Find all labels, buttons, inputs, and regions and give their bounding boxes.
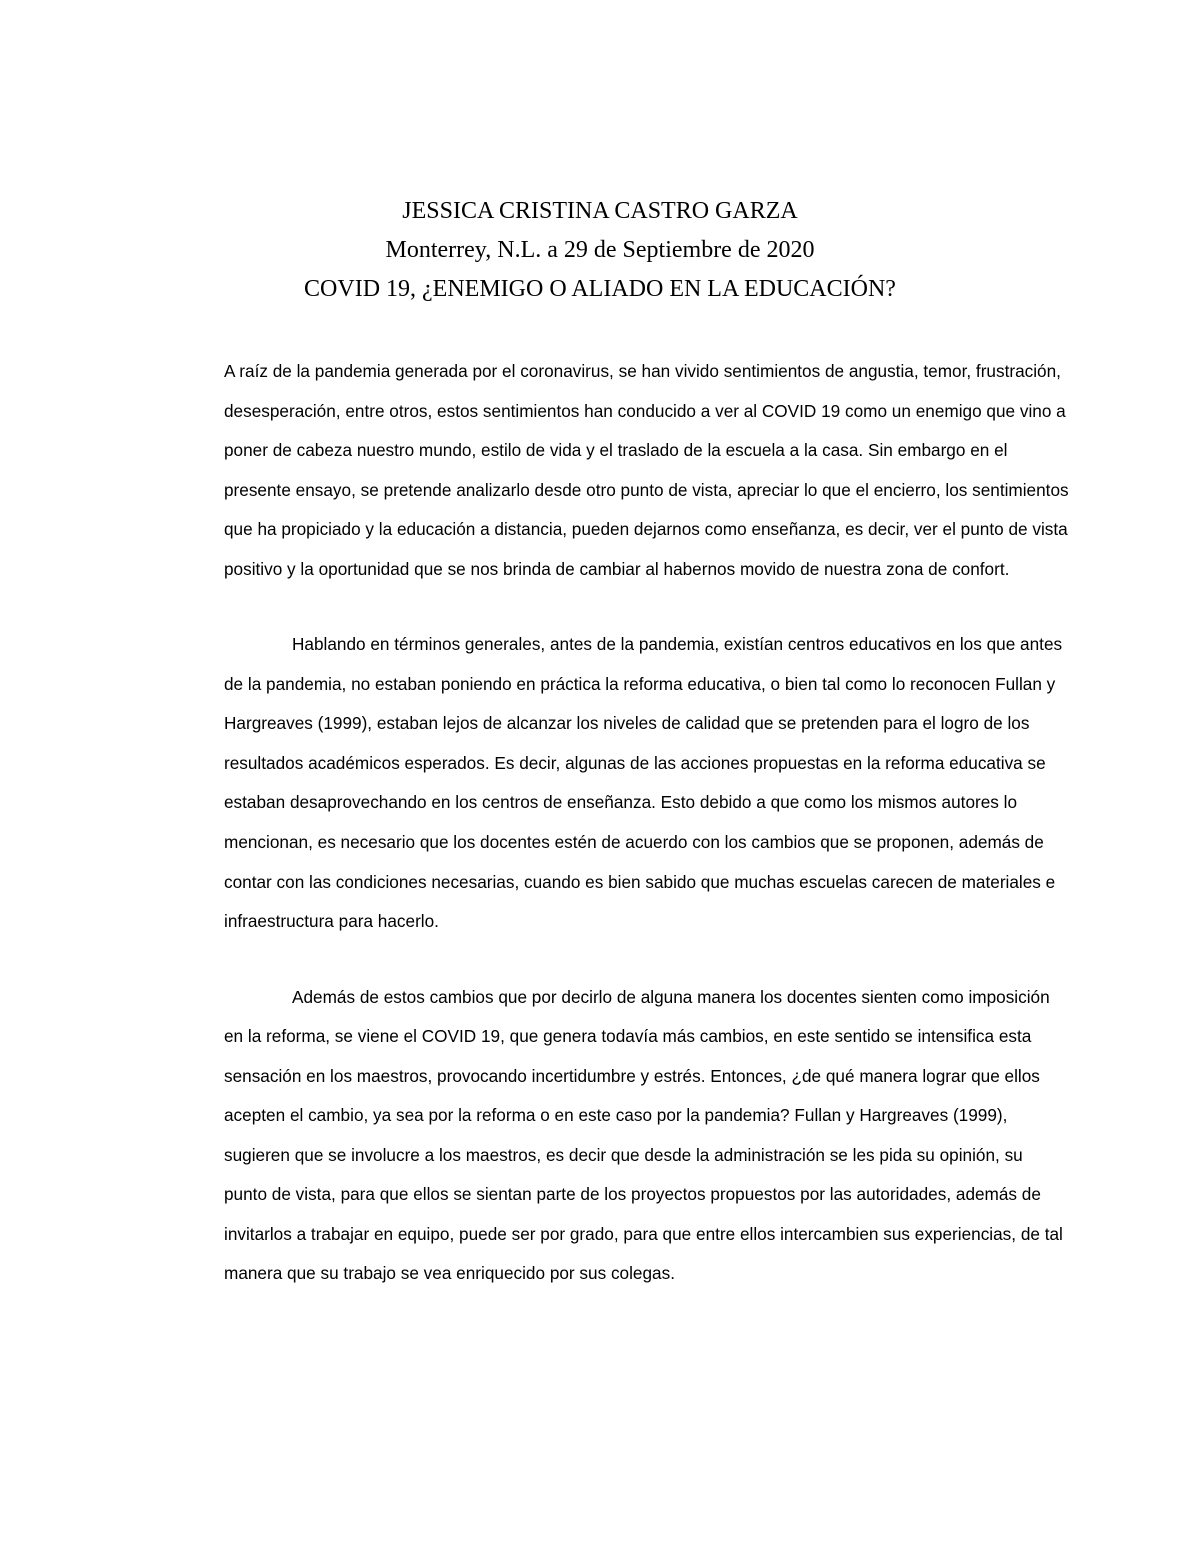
document-header bbox=[0, 192, 1200, 309]
place-date: Monterrey, N.L. a 29 de Septiembre de 2020 bbox=[385, 237, 815, 263]
paragraph-2: Hablando en términos generales, antes de la pandemia, existían centros educativos en los que antes de la pandemia, no estaban poniendo en práctica la reforma educativa, o bien tal como lo reconocen Fullan y Hargreaves (1999), estaban lejos de alcanzar los niveles de calidad que se pretenden para el logro de los resultados académicos esperados. Es decir, algunas de las acciones propuestas en la reforma educativa se estaban desaprovechando en los centros de enseñanza. Esto debido a que como los mismos autores lo mencionan, es necesario que los docentes estén de acuerdo con los cambios que se proponen, además de contar con las condiciones necesarias, cuando es bien sabido que muchas escuelas carecen de materiales e infraestructura para hacerlo. bbox=[224, 634, 1063, 932]
paragraph-3: Además de estos cambios que por decirlo de alguna manera los docentes sienten como imposición en la reforma, se viene el COVID 19, que genera todavía más cambios, en este sentido se intensifica esta sensación en los maestros, provocando incertidumbre y estrés. Entonces, ¿de qué manera lograr que ellos acepten el cambio, ya sea por la reforma o en este caso por la pandemia? Fullan y Hargreaves (1999), sugieren que se involucre a los maestros, es decir que desde la administración se les pida su opinión, su punto de vista, para que ellos se sientan parte de los proyectos propuestos por las autoridades, además de invitarlos a trabajar en equipo, puede ser por grado, para que entre ellos intercambien sus experiencias, de tal manera que su trabajo se vea enriquecido por sus colegas. bbox=[224, 986, 1063, 1284]
essay-title: COVID 19, ¿ENEMIGO O ALIADO EN LA EDUCACIÓN? bbox=[304, 276, 896, 302]
paragraph-1: A raíz de la pandemia generada por el coronavirus, se han vivido sentimientos de angustia, temor, frustración, desesperación, entre otros, estos sentimientos han conducido a ver al COVID 19 como un enemigo que vino a poner de cabeza nuestro mundo, estilo de vida y el traslado de la escuela a la casa. Sin embargo en el presente ensayo, se pretende analizarlo desde otro punto de vista, apreciar lo que el encierro, los sentimientos que ha propiciado y la educación a distancia, pueden dejarnos como enseñanza, es decir, ver el punto de vista positivo y la oportunidad que se nos brinda de cambiar al habernos movido de nuestra zona de confort. bbox=[224, 361, 1069, 579]
author-name: JESSICA CRISTINA CASTRO GARZA bbox=[402, 198, 798, 224]
essay-body bbox=[224, 352, 1070, 1294]
